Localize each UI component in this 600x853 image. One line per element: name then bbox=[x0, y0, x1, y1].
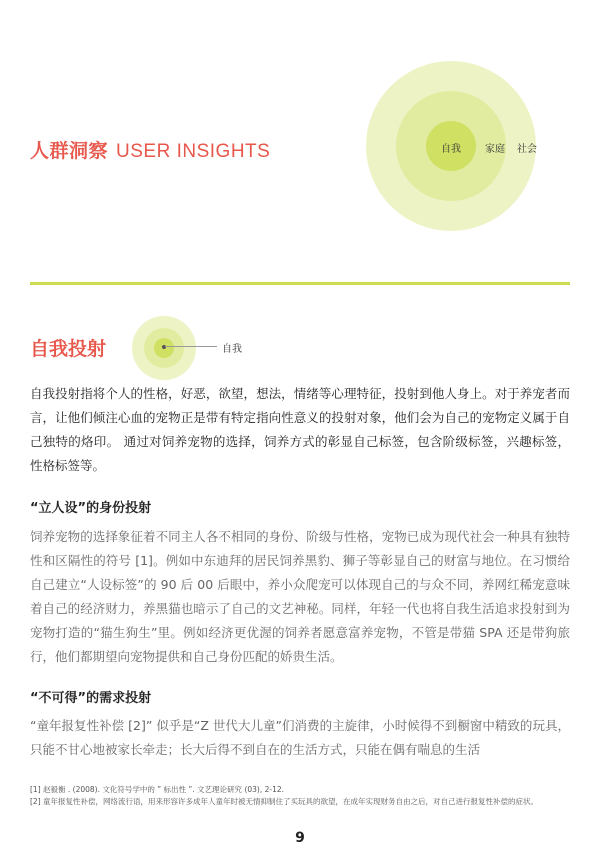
page-title-zh: 人群洞察 bbox=[30, 140, 109, 162]
need-projection-body: “童年报复性补偿 [2]” 似乎是“Z 世代大儿童”们消费的主旋律，小时候得不到橱窗中精致的玩具，只能不甘心地被家长牵走；长大后得不到自在的生活方式，只能在偶有喘息的生活 bbox=[30, 718, 570, 757]
section-divider bbox=[30, 282, 570, 285]
subheading-need-projection: “不可得”的需求投射 bbox=[30, 691, 152, 706]
ring-label-middle: 家庭 bbox=[485, 144, 505, 155]
leader-line bbox=[165, 346, 217, 347]
ring-label-inner: 自我 bbox=[441, 144, 461, 155]
intro-paragraph: 自我投射指将个人的性格，好恶，欲望，想法，情绪等心理特征，投射到他人身上。对于养宠者而言，让他们倾注心血的宠物正是带有特定指向性意义的投射对象，他们会为自己的宠物定义属于自己独特的烙印。 通过对饲养宠物的选择，饲养方式的彰显自己标签，包含阶级标签，兴趣标签，性格标签等。 bbox=[30, 386, 570, 473]
page-number: 9 bbox=[295, 830, 305, 846]
ring-label-outer: 社会 bbox=[517, 144, 537, 155]
diagram-label-self: 自我 bbox=[222, 344, 242, 355]
section-title: 自我投射 bbox=[30, 338, 107, 360]
footnote-2: [2] 童年报复性补偿，网络流行语，用来形容许多成年人童年时被无情抑制住了买玩具的欲望，在成年实现财务自由之后，对自己进行报复性补偿的症状。 bbox=[30, 797, 539, 806]
footnotes bbox=[30, 784, 575, 808]
identity-projection-body: 饲养宠物的选择象征着不同主人各不相同的身份、阶级与性格，宠物已成为现代社会一种具有独特性和区隔性的符号 [1]。例如中东迪拜的居民饲养黑豹、狮子等彰显自己的财富与地位。在习惯给自己建立“人设标签”的 90 后 00 后眼中，养小众爬宠可以体现自己的与众不同，养网红稀宠意味着自己的经济财力，养黑猫也暗示了自己的文艺神秘。同样，年轻一代也将自我生活追求投射到为宠物打造的“猫生狗生”里。例如经济更优渥的饲养者愿意富养宠物，不管是带猫 SPA 还是带狗旅行，他们都期望向宠物提供和自己身份匹配的娇贵生活。 bbox=[30, 529, 570, 664]
footnote-1: [1] 赵毅衡 . (2008). 文化符号学中的 ” 标出性 ”. 文艺理论研究 (03), 2-12. bbox=[30, 785, 285, 794]
page-title-en: USER INSIGHTS bbox=[116, 141, 271, 162]
subheading-identity-projection: “立人设”的身份投射 bbox=[30, 501, 152, 516]
page-title bbox=[30, 136, 270, 163]
